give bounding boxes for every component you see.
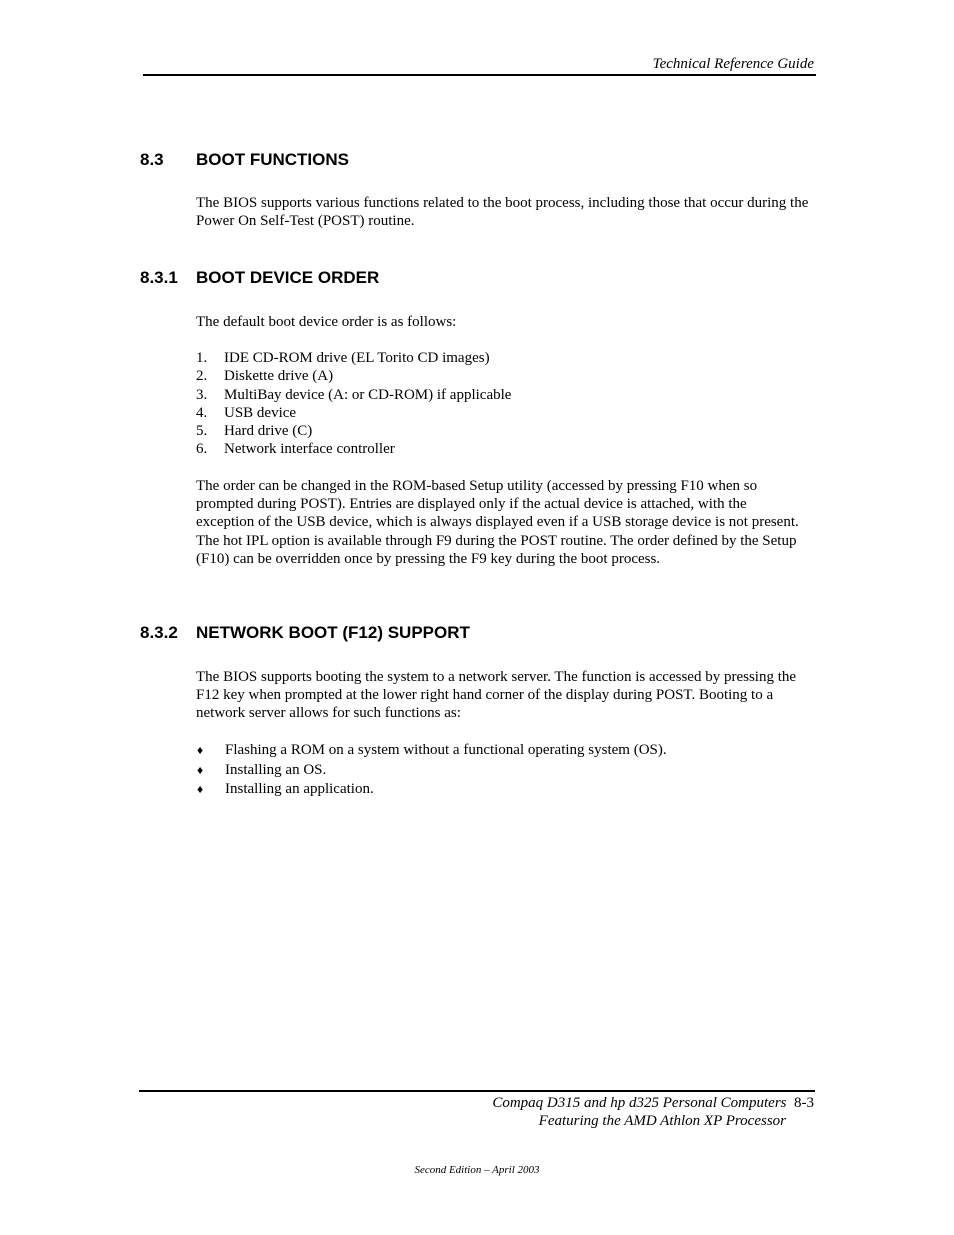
- list-marker: 1.: [196, 350, 208, 366]
- list-item-text: Diskette drive (A): [224, 368, 334, 385]
- diamond-bullet-icon: ♦: [197, 743, 204, 757]
- list-item: [196, 367, 511, 385]
- section-number: 8.3.2: [140, 623, 178, 642]
- list-item: [196, 386, 511, 404]
- boot-order-paragraph: The order can be changed in the ROM-based Setup utility (accessed by pressing F10 when so prompted during POST). Entries are displayed only if the actual device is attached, with the exception of the USB device, which is always displayed even if a USB storage device is not present. The hot IPL option is available through F9 during the POST routine. The order defined by the Setup (F10) can be overridden once by pressing the F9 key during the boot process.: [196, 478, 799, 567]
- list-marker: 4.: [196, 404, 208, 421]
- list-item-text: Installing an application.: [225, 781, 374, 797]
- section-number: 8.3.1: [140, 268, 178, 287]
- list-marker: 3.: [196, 386, 208, 403]
- list-item: [196, 741, 667, 761]
- section-title: NETWORK BOOT (F12) SUPPORT: [196, 623, 470, 642]
- list-item-text: USB device: [224, 404, 297, 421]
- list-marker: 2.: [196, 368, 208, 385]
- boot-order-list: [196, 349, 511, 459]
- list-item-text: Hard drive (C): [224, 423, 313, 440]
- header-rule: [143, 74, 816, 76]
- list-marker: 6.: [196, 441, 208, 458]
- section-title: BOOT DEVICE ORDER: [196, 268, 380, 287]
- section-number: 8.3: [140, 150, 164, 169]
- section-heading-8-3: [140, 150, 349, 170]
- list-item: [196, 349, 511, 367]
- section-title: BOOT FUNCTIONS: [196, 150, 349, 169]
- list-item: [196, 780, 667, 800]
- footer-rule: [139, 1090, 815, 1092]
- section-heading-8-3-1: [140, 268, 379, 288]
- section-8-3-paragraph: The BIOS supports various functions related to the boot process, including those that occur during the Power On Self-Test (POST) routine.: [196, 195, 809, 230]
- list-item: [196, 440, 511, 458]
- list-item-text: Network interface controller: [224, 441, 395, 458]
- diamond-bullet-icon: ♦: [197, 762, 204, 777]
- footer-product: Compaq D315 and hp d325 Personal Computers: [492, 1095, 787, 1111]
- list-item: [196, 422, 511, 440]
- list-item: [196, 404, 511, 422]
- running-header: Technical Reference Guide: [652, 56, 814, 72]
- page-number: 8-3: [794, 1095, 814, 1111]
- footer-title: [492, 1095, 814, 1112]
- boot-order-intro: The default boot device order is as follows:: [196, 314, 457, 330]
- list-item-text: IDE CD-ROM drive (EL Torito CD images): [224, 350, 490, 366]
- diamond-bullet-icon: ♦: [197, 782, 204, 796]
- list-marker: 5.: [196, 423, 208, 440]
- section-heading-8-3-2: [140, 623, 470, 643]
- network-boot-bullets: [196, 741, 667, 800]
- footer-subtitle: Featuring the AMD Athlon XP Processor: [538, 1113, 786, 1129]
- network-boot-paragraph: The BIOS supports booting the system to a network server. The function is accessed by pressing the F12 key when prompted at the lower right hand corner of the display during POST. Booting to a network server allows for such functions as:: [196, 669, 797, 722]
- list-item: [196, 761, 667, 781]
- list-item-text: Installing an OS.: [225, 761, 327, 778]
- list-item-text: Flashing a ROM on a system without a functional operating system (OS).: [225, 742, 667, 758]
- list-item-text: MultiBay device (A: or CD-ROM) if applicable: [224, 386, 512, 403]
- edition-note: Second Edition – April 2003: [414, 1164, 540, 1176]
